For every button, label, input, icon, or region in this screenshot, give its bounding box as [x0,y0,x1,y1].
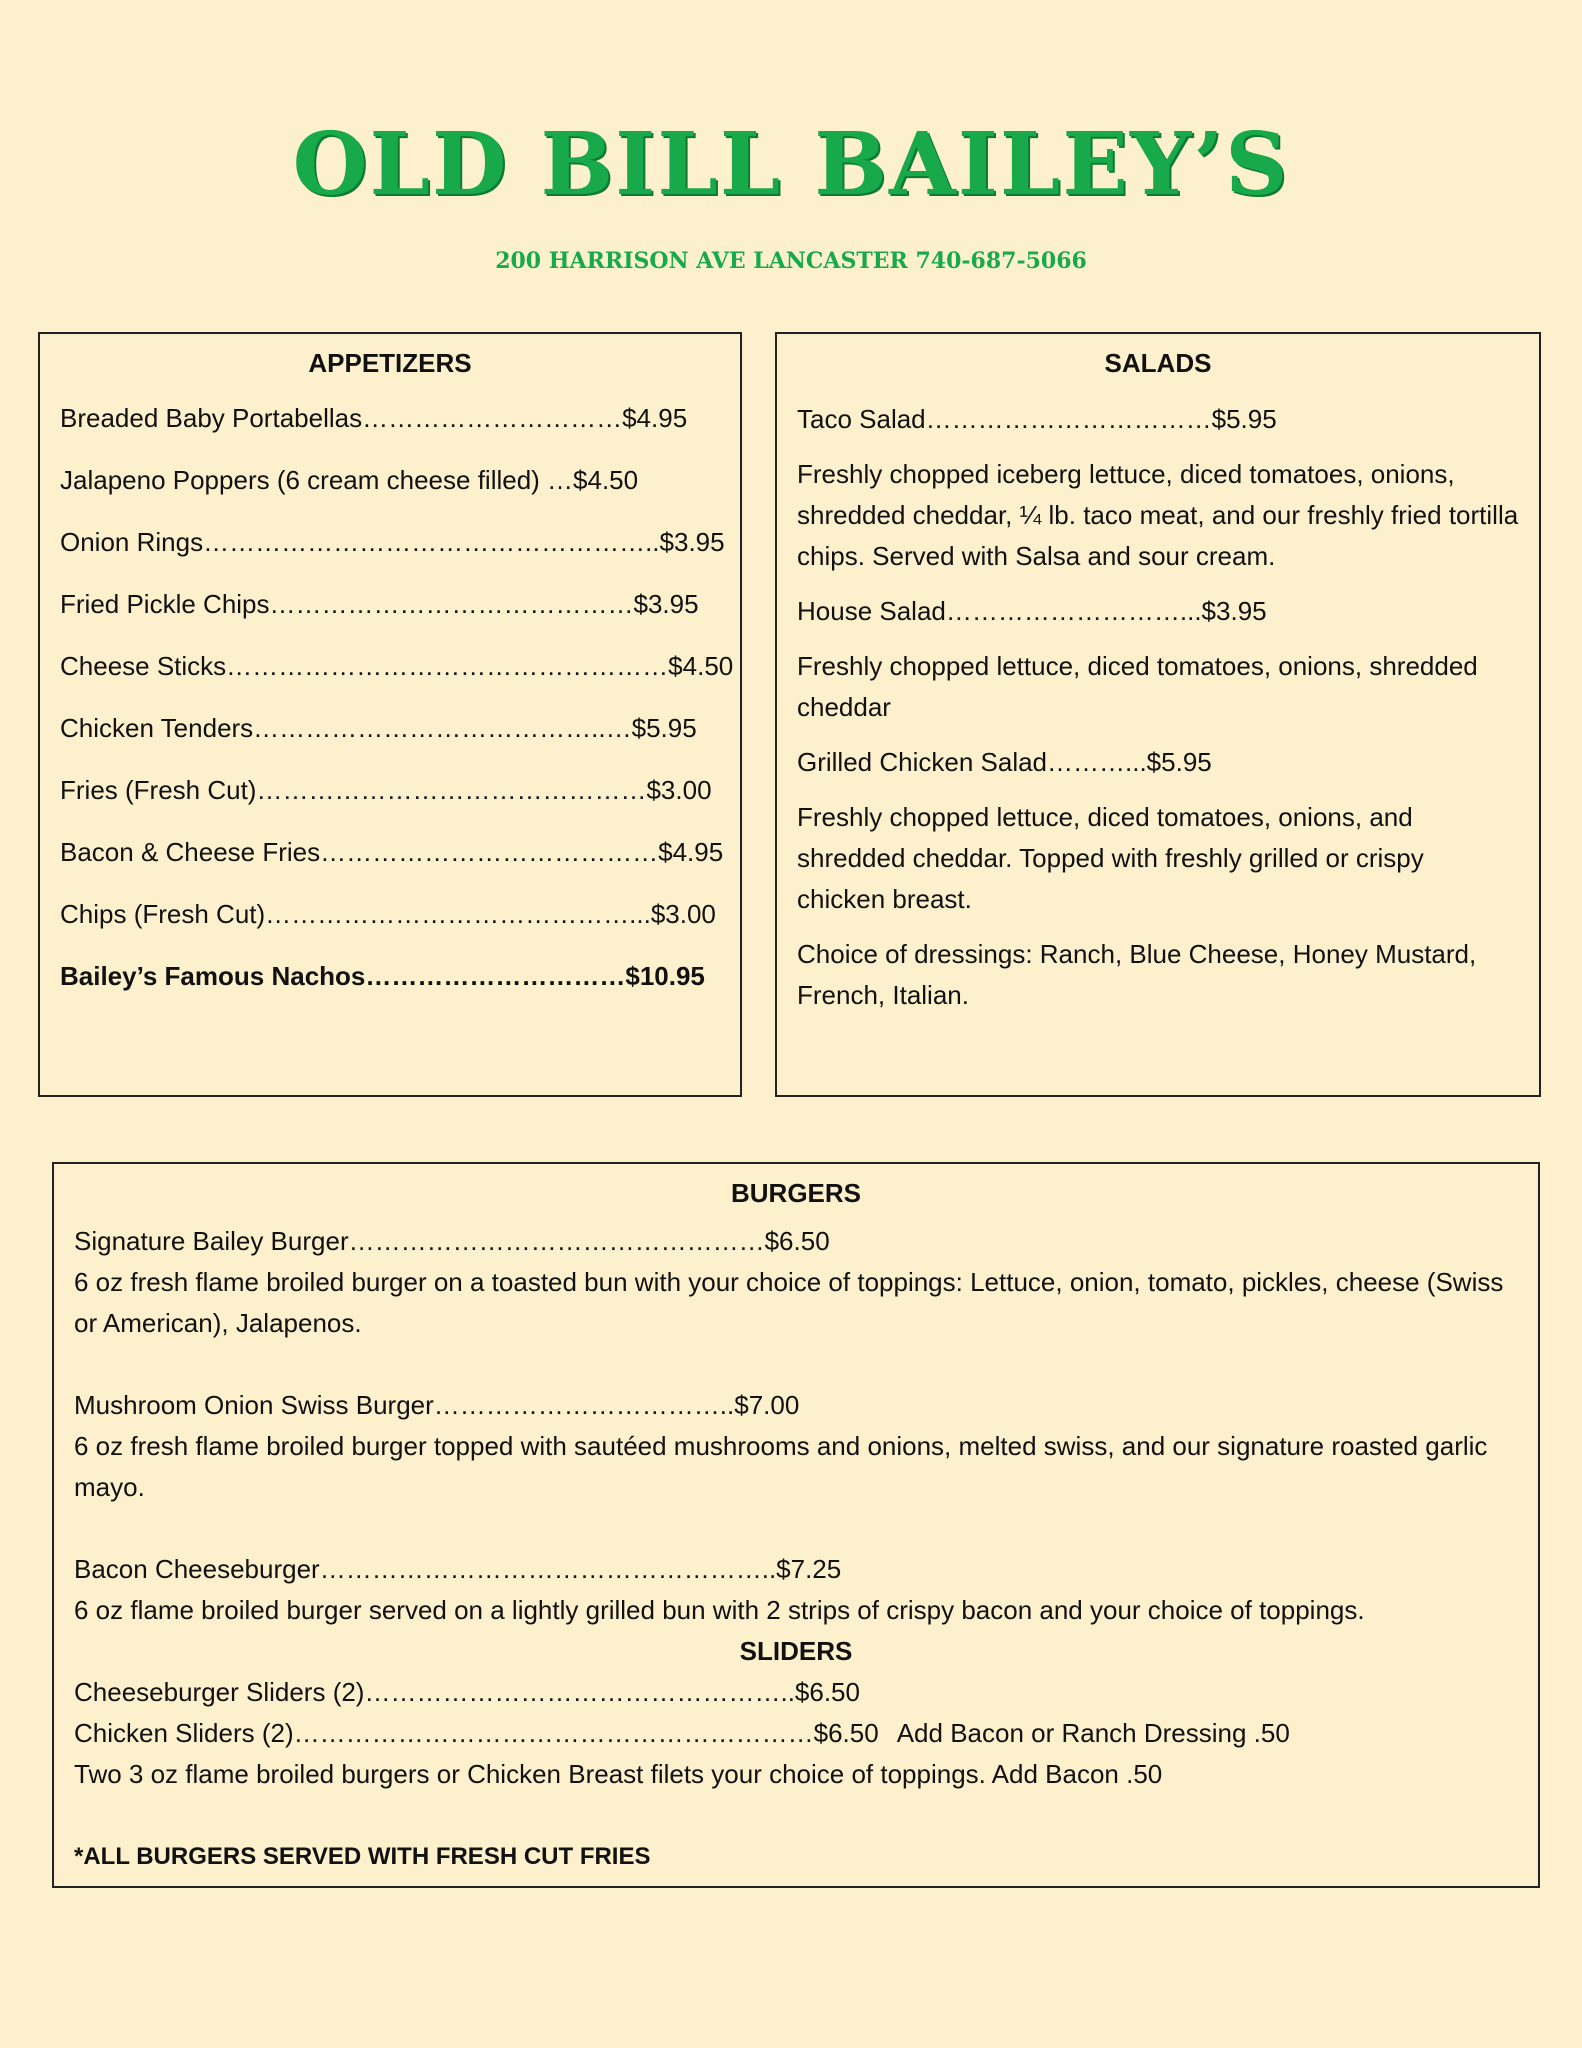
menu-item: Chicken Tenders…………………………………..…$5.95 [60,713,697,743]
menu-item: Fried Pickle Chips……………………………………$3.95 [60,589,699,619]
menu-item-grilled-chicken-salad: Grilled Chicken Salad………...$5.95 [797,747,1212,777]
menu-item: Chips (Fresh Cut)……………………………………...$3.00 [60,899,716,929]
menu-item-cheeseburger-sliders: Cheeseburger Sliders (2)…………………………………………..$6.50 [74,1677,860,1707]
chicken-sliders-addon: Add Bacon or Ranch Dressing .50 [896,1718,1290,1748]
salads-section [775,332,1541,1097]
featured-menu-item: Bailey’s Famous Nachos…………………………$10.95 [60,961,705,991]
restaurant-name: OLD BILL BAILEY’S [292,114,1290,215]
item-description: 6 oz fresh flame broiled burger topped with sautéed mushrooms and onions, melted swiss, and our signature roasted garlic mayo. [74,1431,1488,1502]
chicken-sliders-label: Chicken Sliders (2)……………………………………………………$6.50 [74,1718,879,1748]
menu-item: Fries (Fresh Cut)………………………………………$3.00 [60,775,712,805]
sliders-title: SLIDERS [739,1636,853,1666]
item-description: Freshly chopped iceberg lettuce, diced tomatoes, onions, shredded cheddar, ¼ lb. taco meat, and our freshly fried tortilla chips. Served with Salsa and sour cream. [797,459,1519,571]
item-description: 6 oz fresh flame broiled burger on a toasted bun with your choice of toppings: Lettuce, onion, tomato, pickles, cheese (Swiss or American), Jalapenos. [74,1267,1504,1338]
item-description: Freshly chopped lettuce, diced tomatoes, onions, and shredded cheddar. Topped with freshly grilled or crispy chicken breast. [797,802,1424,914]
appetizers-title: APPETIZERS [308,348,472,378]
menu-item-house-salad: House Salad………………………...$3.95 [797,596,1267,626]
item-description: Freshly chopped lettuce, diced tomatoes, onions, shredded cheddar [797,651,1478,722]
burgers-section [52,1162,1540,1888]
item-description: 6 oz flame broiled burger served on a lightly grilled bun with 2 strips of crispy bacon and your choice of toppings. [74,1595,1365,1625]
menu-item: Breaded Baby Portabellas…………………………$4.95 [60,403,688,433]
item-description: Two 3 oz flame broiled burgers or Chicken Breast filets your choice of toppings. Add Bacon .50 [74,1759,1163,1789]
burgers-title: BURGERS [730,1178,861,1208]
appetizers-section [38,332,742,1097]
menu-item-taco-salad: Taco Salad……………………………$5.95 [797,404,1277,434]
menu-item: Cheese Sticks……………………………………………$4.50 [60,651,734,681]
menu-item: Jalapeno Poppers (6 cream cheese filled) …$4.50 [60,465,639,495]
dressing-choices: Choice of dressings: Ranch, Blue Cheese, Honey Mustard, French, Italian. [797,939,1477,1010]
burgers-footnote: *ALL BURGERS SERVED WITH FRESH CUT FRIES [74,1843,651,1870]
menu-item: Onion Rings……………………………………………..$3.95 [60,527,725,557]
menu-item-mushroom-swiss-burger: Mushroom Onion Swiss Burger……………………………..$7.00 [74,1390,800,1420]
menu-item-bacon-cheeseburger: Bacon Cheeseburger……………………………………………..$7.25 [74,1554,842,1584]
restaurant-address: 200 HARRISON AVE LANCASTER 740-687-5066 [495,248,1087,274]
menu-item-signature-burger: Signature Bailey Burger…………………………………………$6.50 [74,1226,830,1256]
menu-item-chicken-sliders [74,1713,1518,1754]
menu-header [0,110,1582,274]
menu-item: Bacon & Cheese Fries…………………………………$4.95 [60,837,724,867]
salads-title: SALADS [1104,348,1212,378]
